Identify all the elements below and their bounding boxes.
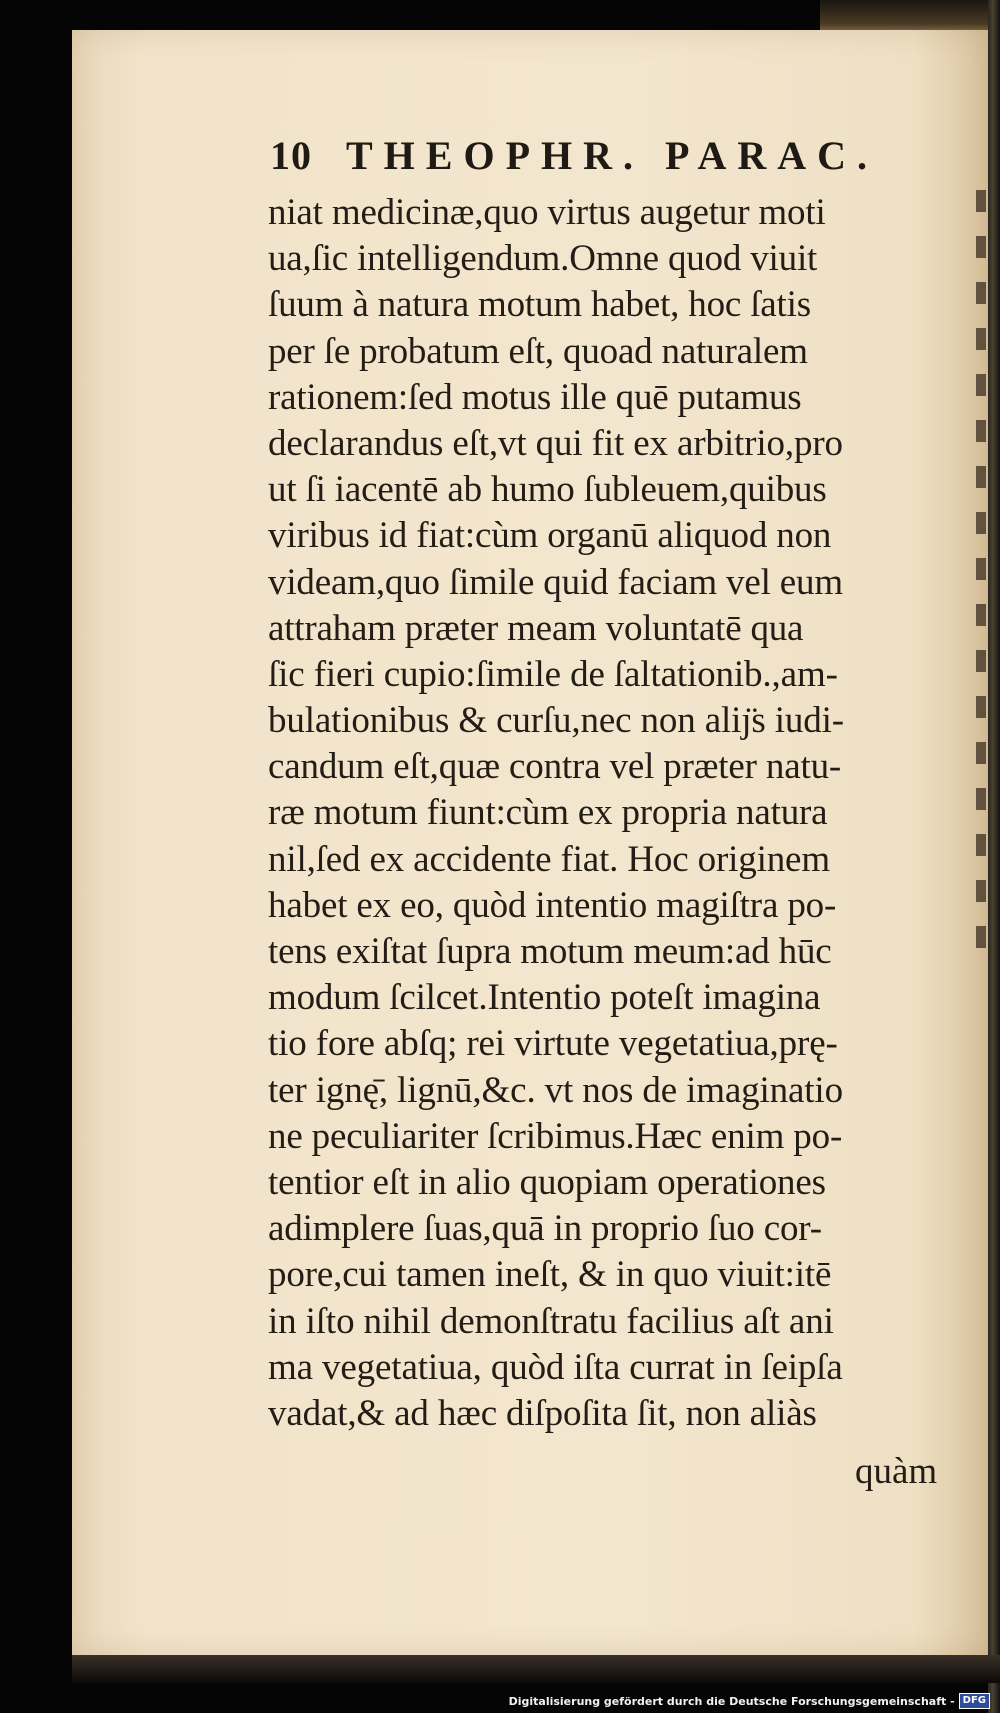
text-line: rationem:ſed motus ille quē putamus [268,376,802,418]
text-line: in iſto nihil demonſtratu facilius aſt ani [268,1300,834,1342]
page-number: 10 [270,133,312,178]
body-text [268,190,982,1437]
text-line: nil,ſed ex accidente fiat. Hoc originem [268,838,830,880]
text-line: pore,cui tamen ineſt, & in quo viuit:itē [268,1254,832,1296]
text-line: tentior eſt in alio quopiam operationes [268,1161,826,1203]
book-edge [988,0,1000,1713]
running-header [270,132,930,182]
page-bottom-shadow [72,1655,1000,1683]
text-line: viribus id fiat:cùm organū aliquod non [268,515,832,557]
text-line: habet ex eo, quòd intentio magiſtra po- [268,884,837,926]
text-line: ſic fieri cupio:ſimile de ſaltationib.,am- [268,653,838,695]
running-title: THEOPHR. PARAC. [346,133,879,178]
text-line: ma vegetatiua, quòd iſta currat in ſeipſa [268,1346,843,1388]
text-line: tens exiſtat ſupra motum meum:ad hūc [268,931,832,972]
text-line: vadat,& ad hæc diſpoſita ſit, non aliàs [268,1392,817,1434]
text-line: ter ignę̄, lignū,&c. vt nos de imaginatio [268,1069,843,1111]
digitization-credit [509,1692,990,1710]
text-line: attraham præter meam voluntatē qua [268,607,804,649]
text-line: candum eſt,quæ contra vel præter natu- [268,746,842,788]
text-line: niat medicinæ,quo virtus augetur moti [268,192,826,233]
text-line: per ſe probatum eſt, quoad naturalem [268,330,808,372]
text-line: videam,quo ſimile quid faciam vel eum [268,561,843,603]
margin-show-through [976,190,986,970]
text-line: modum ſcilcet.Intentio poteſt imagina [268,977,821,1019]
text-line: tio fore abſq; rei virtute vegetatiua,prę- [268,1023,838,1065]
credit-text: Digitalisierung gefördert durch die Deutsche Forschungsgemeinschaft - [508,1694,955,1708]
text-line: ne peculiariter ſcribimus.Hæc enim po- [268,1115,843,1157]
text-line: ſuum à natura motum habet, hoc ſatis [268,284,811,326]
catchword: quàm [855,1451,938,1492]
page-top-fold [820,0,1000,34]
text-line: adimplere ſuas,quā in proprio ſuo cor- [268,1208,822,1250]
text-line: ut ſi iacentē ab humo ſubleuem,quibus [268,469,827,511]
text-line: bulationibus & curſu,nec non aliȷ̈s iudi- [268,700,844,742]
text-line: declarandus eſt,vt qui fit ex arbitrio,pro [268,422,843,464]
text-line: ræ motum fiunt:cùm ex propria natura [268,792,828,834]
dfg-logo: DFG [959,1693,990,1709]
text-line: ua,ſic intelligendum.Omne quod viuit [268,238,818,280]
